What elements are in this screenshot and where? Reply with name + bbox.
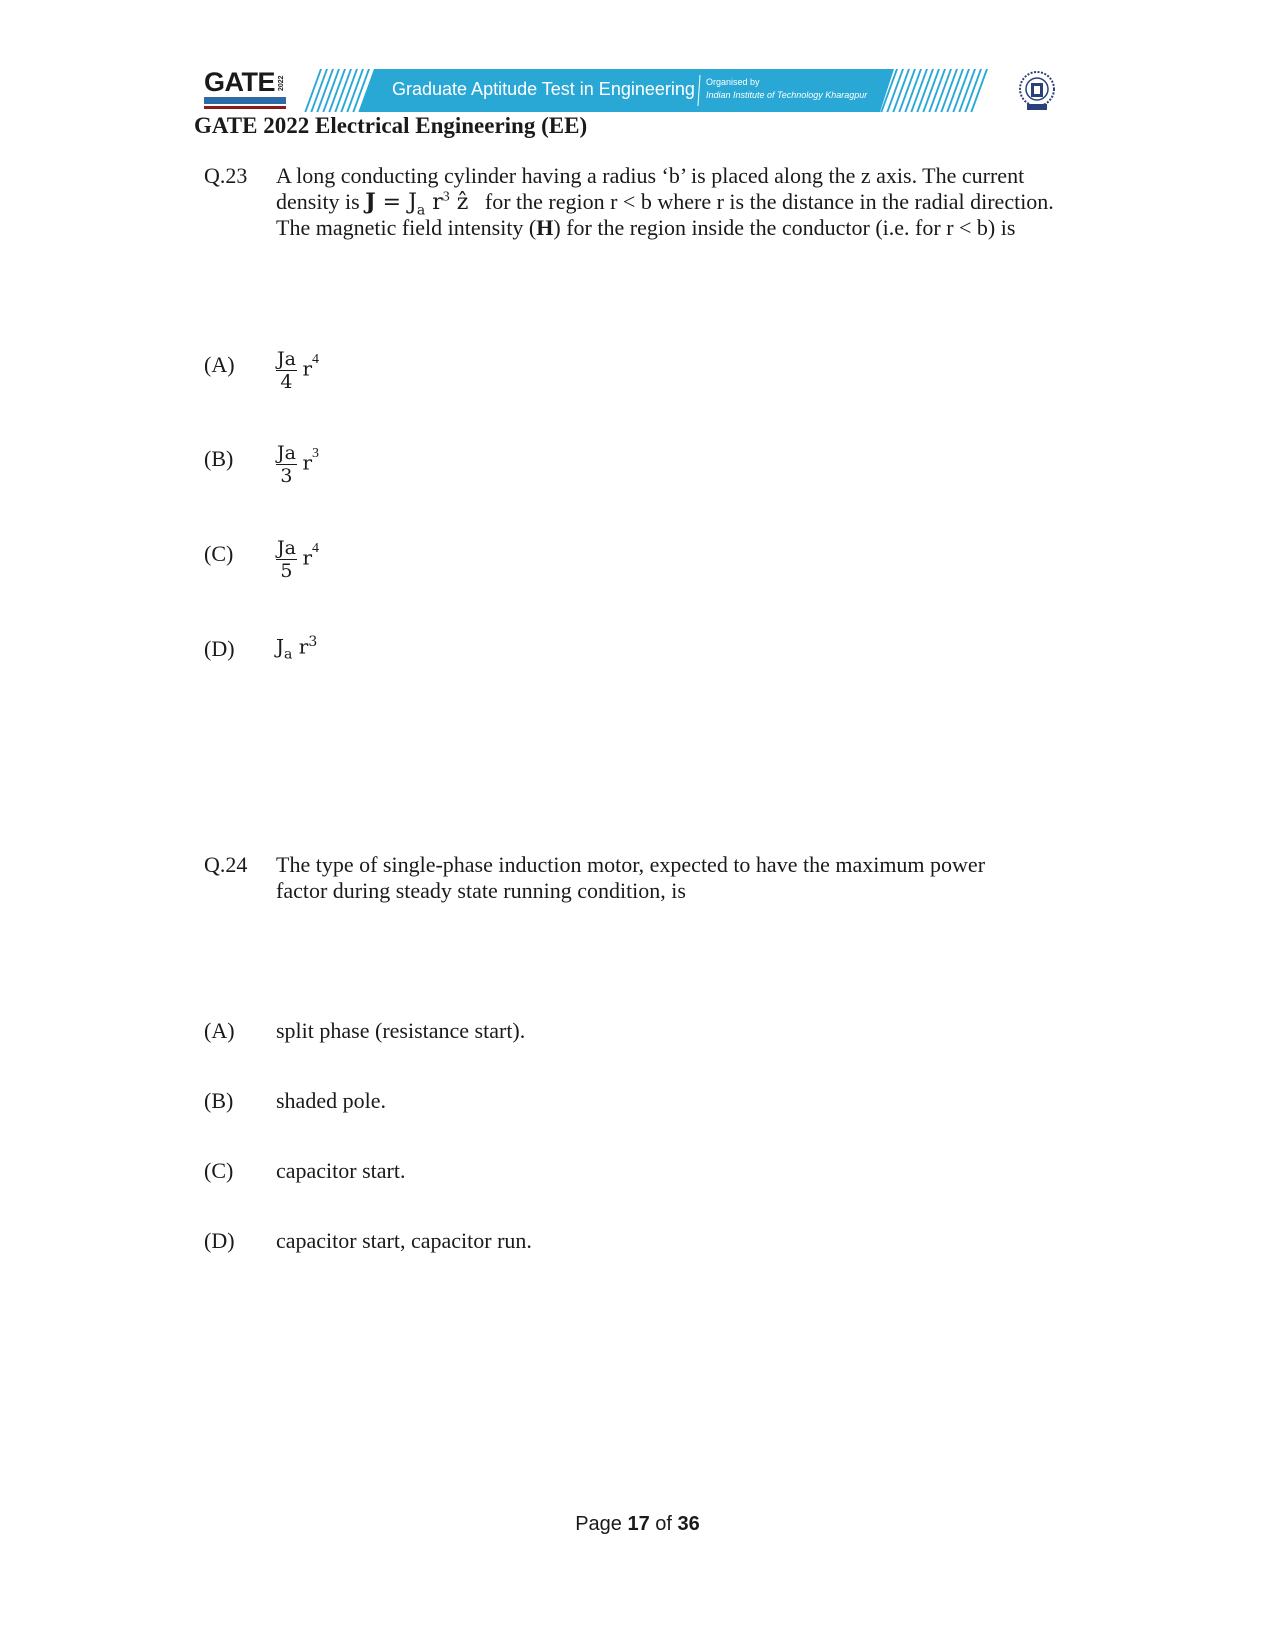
current-density-symbol: J bbox=[365, 189, 376, 215]
question-text-line: The magnetic field intensity (H) for the region inside the conductor (i.e. for r < b) is bbox=[276, 215, 1016, 240]
current-page: 17 bbox=[627, 1513, 650, 1535]
option-text: capacitor start. bbox=[276, 1158, 406, 1183]
fraction: $\frac{Ja}{4}$ bbox=[277, 348, 296, 393]
option-label: (D) bbox=[204, 636, 235, 661]
page-number: Page 17 of 36 bbox=[575, 1513, 700, 1535]
logo-bar-secondary bbox=[204, 106, 286, 109]
question-number: Q.24 bbox=[204, 852, 248, 877]
organiser-name: Indian Institute of Technology Kharagpur bbox=[706, 90, 868, 100]
option-label: (A) bbox=[204, 1018, 235, 1043]
logo-bar bbox=[204, 97, 286, 104]
option-label: (B) bbox=[204, 1088, 234, 1113]
question-number: Q.23 bbox=[204, 163, 248, 188]
logo-word: GATE bbox=[204, 67, 275, 97]
option-text: split phase (resistance start). bbox=[276, 1018, 526, 1043]
option-formula: $\frac{Ja}{4}$ $r^4$ bbox=[277, 348, 320, 393]
fraction: $\frac{Ja}{5}$ bbox=[277, 537, 296, 582]
question-text-line: The type of single-phase induction motor, expected to have the maximum power bbox=[276, 852, 986, 877]
option-label: (B) bbox=[204, 446, 234, 471]
option-label: (C) bbox=[204, 541, 234, 566]
iit-kharagpur-emblem-icon bbox=[1018, 70, 1056, 112]
option-text: capacitor start, capacitor run. bbox=[276, 1228, 532, 1253]
question-text-line: factor during steady state running condition, is bbox=[276, 878, 686, 903]
banner-title: Graduate Aptitude Test in Engineering bbox=[392, 79, 695, 99]
gate-logo bbox=[204, 68, 288, 112]
header-banner bbox=[302, 69, 989, 112]
fraction: $\frac{Ja}{3}$ bbox=[277, 442, 296, 487]
question-text-line: A long conducting cylinder having a radius ‘b’ is placed along the z axis. The current bbox=[276, 163, 1025, 188]
paper-title: GATE 2022 Electrical Engineering (EE) bbox=[194, 113, 588, 138]
logo-year: 2022 bbox=[278, 75, 285, 91]
total-pages: 36 bbox=[677, 1513, 700, 1535]
option-text: shaded pole. bbox=[276, 1088, 386, 1113]
option-label: (C) bbox=[204, 1158, 234, 1183]
question-text-line: density is $J = J_a$ $r^3$ ẑ for the region r < b where r is the distance in the radial direction. bbox=[276, 189, 1054, 219]
option-formula: $J_a$ $r^3$ bbox=[276, 634, 318, 663]
option-label: (A) bbox=[204, 352, 235, 377]
option-label: (D) bbox=[204, 1228, 235, 1253]
option-formula: $\frac{Ja}{5}$ $r^4$ bbox=[277, 537, 320, 582]
option-formula: $\frac{Ja}{3}$ $r^3$ bbox=[277, 442, 320, 487]
magnetic-field-symbol: H bbox=[536, 215, 554, 240]
organised-by: Organised by bbox=[706, 77, 760, 87]
